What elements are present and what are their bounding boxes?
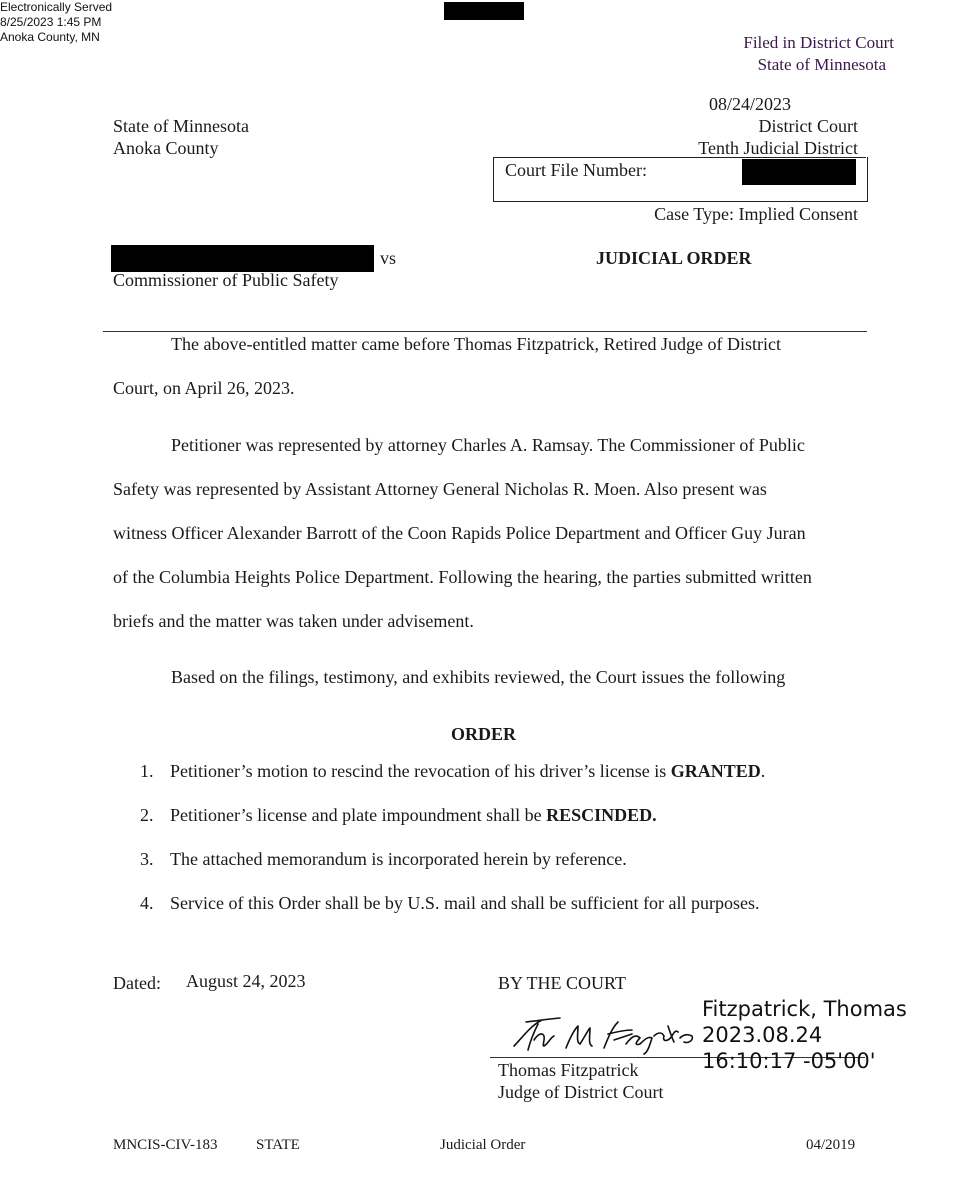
eservice-line1: Electronically Served: [0, 0, 113, 14]
filed-date: 08/24/2023: [709, 94, 792, 114]
order-item-number: 3.: [140, 849, 154, 869]
body-p2-line4: of the Columbia Heights Police Department. Following the hearing, the parties submitted written: [113, 567, 812, 587]
eservice-line3: Anoka County, MN: [0, 30, 100, 44]
order-item-number: 1.: [140, 761, 154, 781]
judge-title: Judge of District Court: [498, 1082, 664, 1102]
order-item-number: 2.: [140, 805, 154, 825]
filed-line2: State of Minnesota: [757, 55, 886, 74]
body-p2-line5: briefs and the matter was taken under advisement.: [113, 611, 474, 631]
order-item: [140, 844, 900, 888]
order-item: [140, 888, 900, 932]
document-title: JUDICIAL ORDER: [596, 248, 752, 268]
redaction-top: [444, 2, 524, 20]
case-type: Case Type: Implied Consent: [654, 204, 858, 224]
order-item-text: The attached memorandum is incorporated herein by reference.: [170, 849, 627, 869]
eservice-line2: 8/25/2023 1:45 PM: [0, 15, 102, 29]
caption-state: State of Minnesota: [113, 116, 249, 136]
dated-label: Dated:: [113, 973, 161, 993]
order-item: [140, 756, 900, 800]
caption-court: District Court: [758, 116, 858, 136]
body-p1-line1: The above-entitled matter came before Thomas Fitzpatrick, Retired Judge of District: [171, 334, 781, 354]
dated-value: August 24, 2023: [186, 971, 306, 991]
order-item-text: Petitioner’s license and plate impoundment shall be RESCINDED.: [170, 805, 657, 825]
caption-divider: [103, 331, 867, 332]
caption-vs: vs: [380, 248, 397, 268]
court-file-label: Court File Number:: [505, 160, 647, 180]
digital-signature-time: 16:10:17 -05'00': [702, 1049, 876, 1073]
filed-stamp: [743, 32, 894, 76]
handwritten-signature: [508, 1012, 700, 1056]
body-p1-line2: Court, on April 26, 2023.: [113, 378, 295, 398]
footer-state: STATE: [256, 1137, 300, 1153]
by-the-court: BY THE COURT: [498, 973, 626, 993]
caption-county: Anoka County: [113, 138, 219, 158]
caption-respondent: Commissioner of Public Safety: [113, 270, 339, 290]
order-item-number: 4.: [140, 893, 154, 913]
redaction-file-number: [742, 159, 856, 185]
digital-signature: [702, 996, 907, 1074]
eservice-stamp: [0, 0, 112, 45]
judge-name: Thomas Fitzpatrick: [498, 1060, 639, 1080]
caption-district: Tenth Judicial District: [698, 138, 858, 158]
order-list: [140, 756, 900, 932]
filed-line1: Filed in District Court: [743, 33, 894, 52]
body-p2-line1: Petitioner was represented by attorney Charles A. Ramsay. The Commissioner of Public: [171, 435, 805, 455]
redaction-petitioner: [111, 245, 374, 272]
order-item: [140, 800, 900, 844]
order-item-text: Petitioner’s motion to rescind the revocation of his driver’s license is GRANTED.: [170, 761, 766, 781]
order-item-emphasis: GRANTED: [670, 761, 761, 781]
footer-title: Judicial Order: [440, 1137, 526, 1153]
digital-signature-date: 2023.08.24: [702, 1023, 823, 1047]
footer-revision: 04/2019: [806, 1137, 856, 1153]
body-p2-line2: Safety was represented by Assistant Attorney General Nicholas R. Moen. Also present was: [113, 479, 767, 499]
digital-signature-name: Fitzpatrick, Thomas: [702, 997, 907, 1021]
body-p3-line1: Based on the filings, testimony, and exhibits reviewed, the Court issues the following: [171, 667, 786, 687]
body-p2-line3: witness Officer Alexander Barrott of the Coon Rapids Police Department and Officer Guy Juran: [113, 523, 806, 543]
footer-form-id: MNCIS-CIV-183: [113, 1137, 218, 1153]
order-item-text: Service of this Order shall be by U.S. mail and shall be sufficient for all purposes.: [170, 893, 760, 913]
order-heading: ORDER: [451, 724, 517, 744]
order-item-emphasis: RESCINDED.: [546, 805, 657, 825]
